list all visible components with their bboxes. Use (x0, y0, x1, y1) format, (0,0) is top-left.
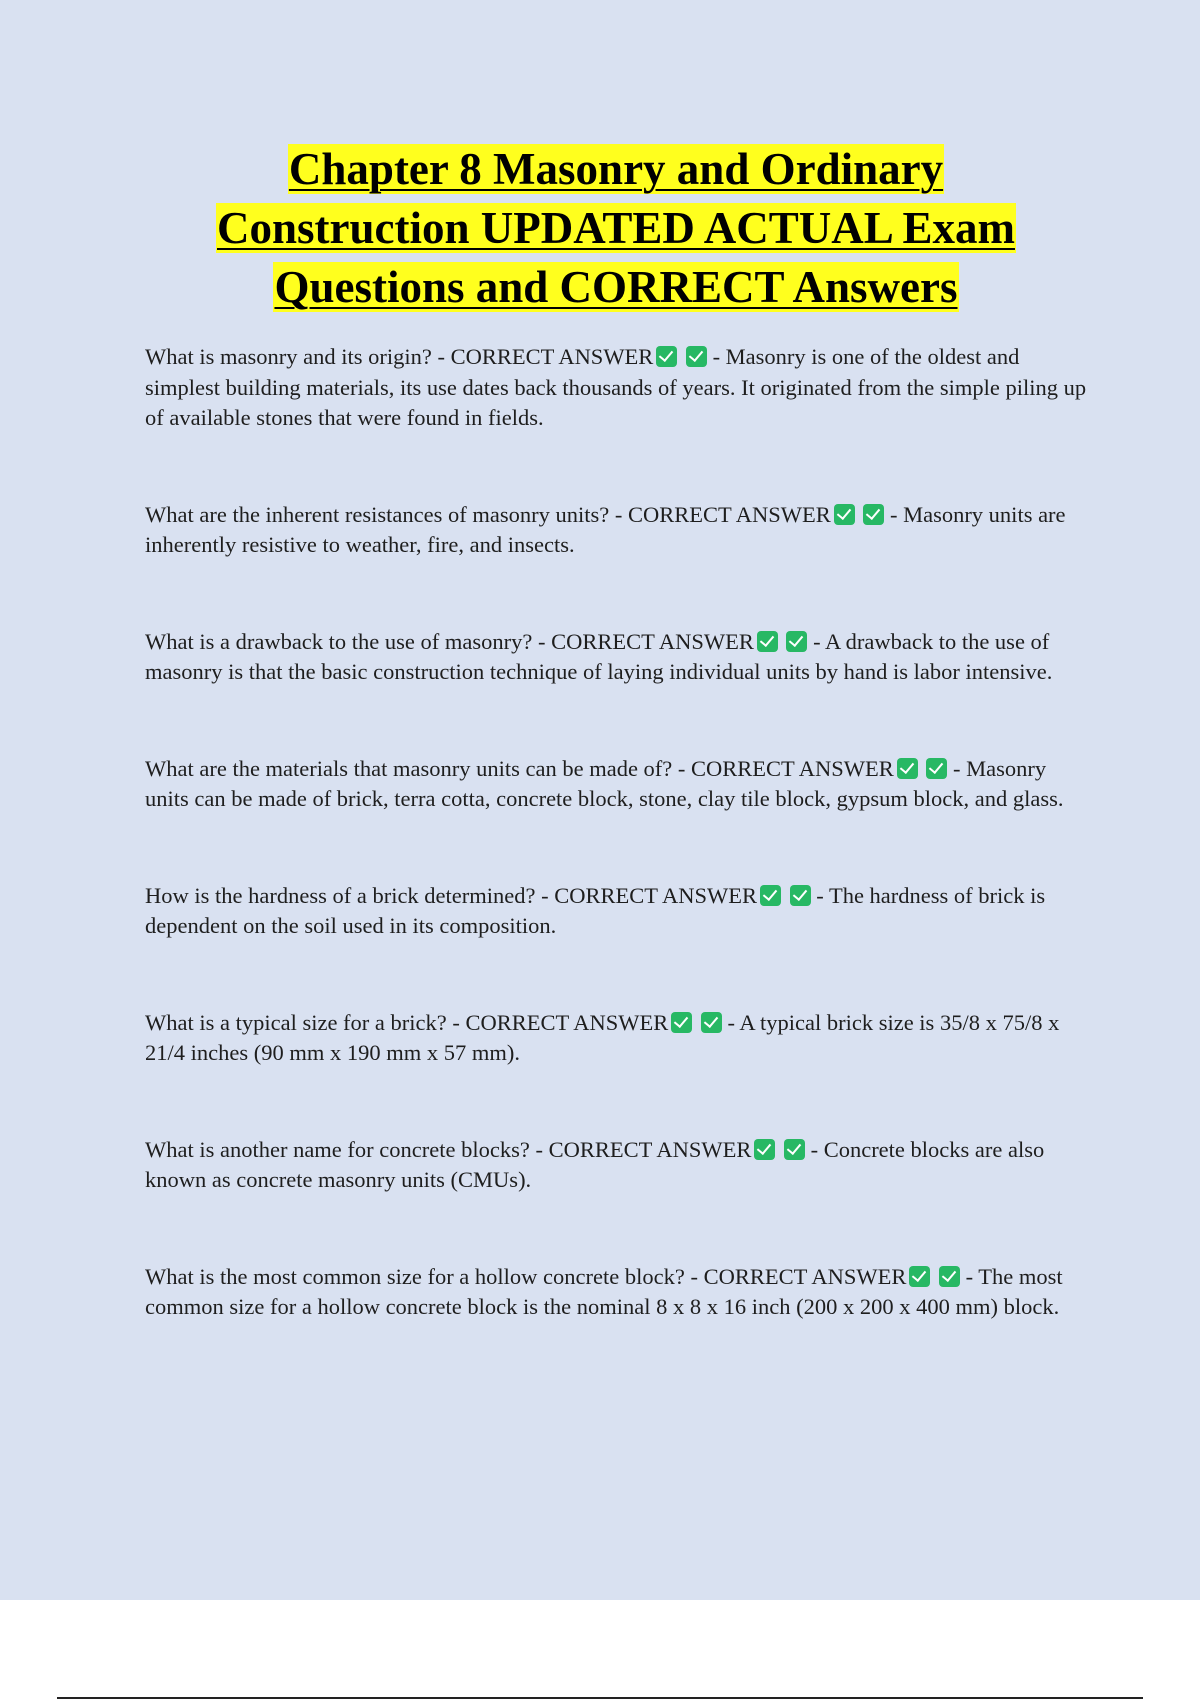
correct-answer-marker: - CORRECT ANSWER (614, 501, 831, 527)
qa-item (145, 1135, 1095, 1196)
green-checkmark-icon (686, 346, 707, 367)
question-text: What is masonry and its origin? (145, 344, 432, 369)
question-text: What is another name for concrete blocks? (145, 1136, 530, 1162)
correct-answer-marker: - CORRECT ANSWER (535, 1136, 752, 1162)
green-checkmark-icon (834, 504, 855, 525)
answer-text: - Concrete blocks are also known as concrete masonry units (CMUs). (145, 1136, 1045, 1192)
green-checkmark-icon (926, 758, 947, 779)
answer-text: - Masonry units can be made of brick, terra cotta, concrete block, stone, clay tile block, gypsum block, and glass. (145, 755, 1064, 811)
green-checkmark-icon (909, 1266, 930, 1287)
qa-item (145, 342, 1095, 434)
qa-item (145, 881, 1095, 942)
qa-item (145, 500, 1095, 561)
question-text: What is the most common size for a hollow concrete block? (145, 1263, 685, 1289)
page-footer-rule (57, 1697, 1143, 1699)
green-checkmark-icon (757, 631, 778, 652)
green-checkmark-icon (897, 758, 918, 779)
green-checkmark-icon (863, 504, 884, 525)
answer-text: - Masonry is one of the oldest and simplest building materials, its use dates back thousands of years. It originated from the simple piling up of available stones that were found in fields. (145, 344, 1087, 430)
question-text: What is a drawback to the use of masonry? (145, 628, 533, 654)
green-checkmark-icon (760, 885, 781, 906)
qa-item (145, 754, 1095, 815)
qa-item (145, 627, 1095, 688)
green-checkmark-icon (754, 1139, 775, 1160)
question-text: What are the materials that masonry units can be made of? (145, 755, 673, 781)
qa-item (145, 1262, 1095, 1323)
question-text: How is the hardness of a brick determined? (145, 882, 536, 908)
correct-answer-marker: - CORRECT ANSWER (437, 344, 654, 369)
correct-answer-marker: - CORRECT ANSWER (677, 755, 894, 781)
title-line: Questions and CORRECT Answers (274, 262, 958, 312)
green-checkmark-icon (939, 1266, 960, 1287)
title-line: Construction UPDATED ACTUAL Exam (217, 203, 1015, 253)
answer-text: - Masonry units are inherently resistive to weather, fire, and insects. (145, 501, 1066, 557)
answer-text: - The hardness of brick is dependent on the soil used in its composition. (145, 882, 1046, 938)
correct-answer-marker: - CORRECT ANSWER (690, 1263, 907, 1289)
question-text: What are the inherent resistances of masonry units? (145, 501, 610, 527)
green-checkmark-icon (784, 1139, 805, 1160)
answer-text: - A drawback to the use of masonry is that the basic construction technique of laying individual units by hand is labor intensive. (145, 628, 1053, 684)
qa-list (145, 342, 1095, 1323)
correct-answer-marker: - CORRECT ANSWER (541, 882, 757, 908)
green-checkmark-icon (671, 1012, 692, 1033)
green-checkmark-icon (790, 885, 811, 906)
correct-answer-marker: - CORRECT ANSWER (538, 628, 754, 654)
correct-answer-marker: - CORRECT ANSWER (452, 1009, 669, 1035)
document-title (120, 140, 1112, 317)
qa-item (145, 1008, 1095, 1069)
green-checkmark-icon (701, 1012, 722, 1033)
answer-text: - The most common size for a hollow concrete block is the nominal 8 x 8 x 16 inch (200 x 200 x 400 mm) block. (145, 1263, 1063, 1319)
question-text: What is a typical size for a brick? (145, 1009, 447, 1035)
answer-text: - A typical brick size is 35/8 x 75/8 x 21/4 inches (90 mm x 190 mm x 57 mm). (145, 1009, 1060, 1065)
title-line: Chapter 8 Masonry and Ordinary (288, 144, 944, 194)
green-checkmark-icon (656, 346, 677, 367)
green-checkmark-icon (786, 631, 807, 652)
